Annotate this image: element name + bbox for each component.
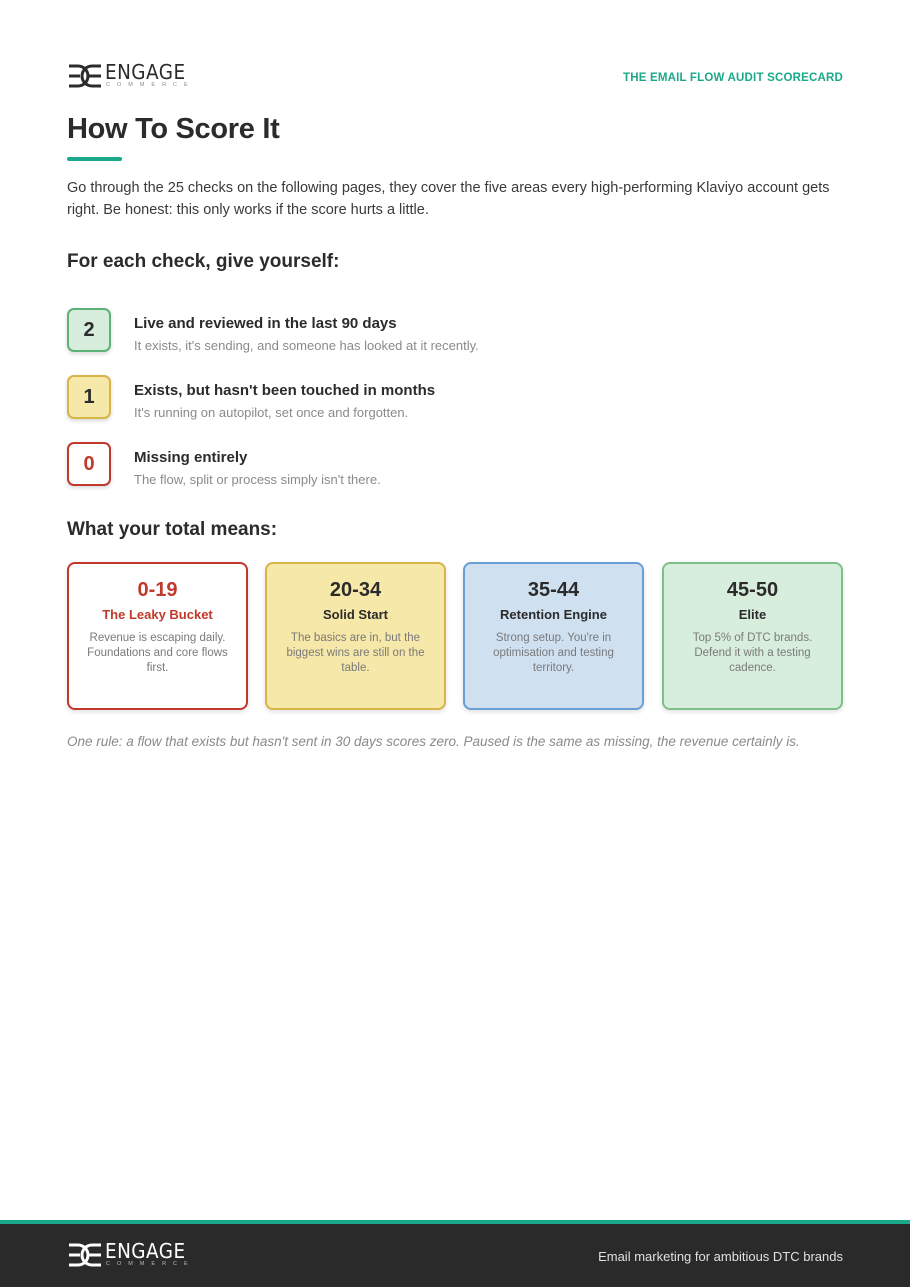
brand-wordmark: ENGAGE xyxy=(105,60,186,84)
tier-description: Revenue is escaping daily. Foundations and core flows first. xyxy=(87,632,228,674)
tier-card xyxy=(662,562,843,710)
score-value-badge: 2 xyxy=(67,308,111,352)
score-tiers xyxy=(67,562,843,710)
tier-range: 35-44 xyxy=(527,579,580,601)
page-title: How To Score It xyxy=(67,113,280,145)
score-description: It's running on autopilot, set once and forgotten. xyxy=(134,405,409,420)
score-row xyxy=(67,375,767,425)
score-row xyxy=(67,308,767,358)
tier-name: The Leaky Bucket xyxy=(102,607,213,622)
brand-subtitle: COMMERCE xyxy=(106,82,195,88)
tier-range: 20-34 xyxy=(329,579,382,601)
tier-card xyxy=(265,562,446,710)
tier-name: Solid Start xyxy=(322,607,388,622)
score-row xyxy=(67,442,767,492)
footer-brand-wordmark: ENGAGE xyxy=(105,1239,186,1263)
tier-description: The basics are in, but the biggest wins are still on the table. xyxy=(286,632,425,674)
score-title: Missing entirely xyxy=(134,449,248,466)
rule-note: One rule: a flow that exists but hasn't sent in 30 days scores zero. Paused is the same as missing, the revenue certainly is. xyxy=(67,734,800,749)
tier-range: 0-19 xyxy=(137,579,178,601)
tier-range: 45-50 xyxy=(726,579,779,601)
score-description: It exists, it's sending, and someone has looked at it recently. xyxy=(134,338,479,353)
page-header xyxy=(67,62,843,94)
tier-card xyxy=(463,562,644,710)
each-check-heading: For each check, give yourself: xyxy=(67,251,340,272)
engage-logo-mark-icon xyxy=(67,62,103,90)
score-value-badge: 1 xyxy=(67,375,111,419)
document-label: THE EMAIL FLOW AUDIT SCORECARD xyxy=(622,72,843,84)
score-description: The flow, split or process simply isn't there. xyxy=(134,472,381,487)
score-title: Live and reviewed in the last 90 days xyxy=(134,315,397,332)
tier-description: Top 5% of DTC brands. Defend it with a testing cadence. xyxy=(692,632,813,674)
footer-brand-subtitle: COMMERCE xyxy=(106,1261,195,1267)
brand-logo xyxy=(67,62,195,90)
footer-tagline: Email marketing for ambitious DTC brands xyxy=(598,1249,843,1264)
footer-brand-logo xyxy=(67,1241,195,1269)
tier-description: Strong setup. You're in optimisation and testing territory. xyxy=(493,632,614,674)
title-underline xyxy=(67,157,122,161)
engage-logo-mark-icon xyxy=(67,1241,103,1269)
tier-name: Retention Engine xyxy=(500,607,607,622)
page-footer xyxy=(0,1224,910,1287)
tier-card xyxy=(67,562,248,710)
total-heading: What your total means: xyxy=(67,519,278,540)
intro-paragraph: Go through the 25 checks on the following pages, they cover the five areas every high-performing Klaviyo account gets right. Be honest: this only works if the score hurts a little. xyxy=(67,180,830,218)
score-title: Exists, but hasn't been touched in months xyxy=(134,382,436,399)
tier-name: Elite xyxy=(738,607,767,622)
score-value-badge: 0 xyxy=(67,442,111,486)
